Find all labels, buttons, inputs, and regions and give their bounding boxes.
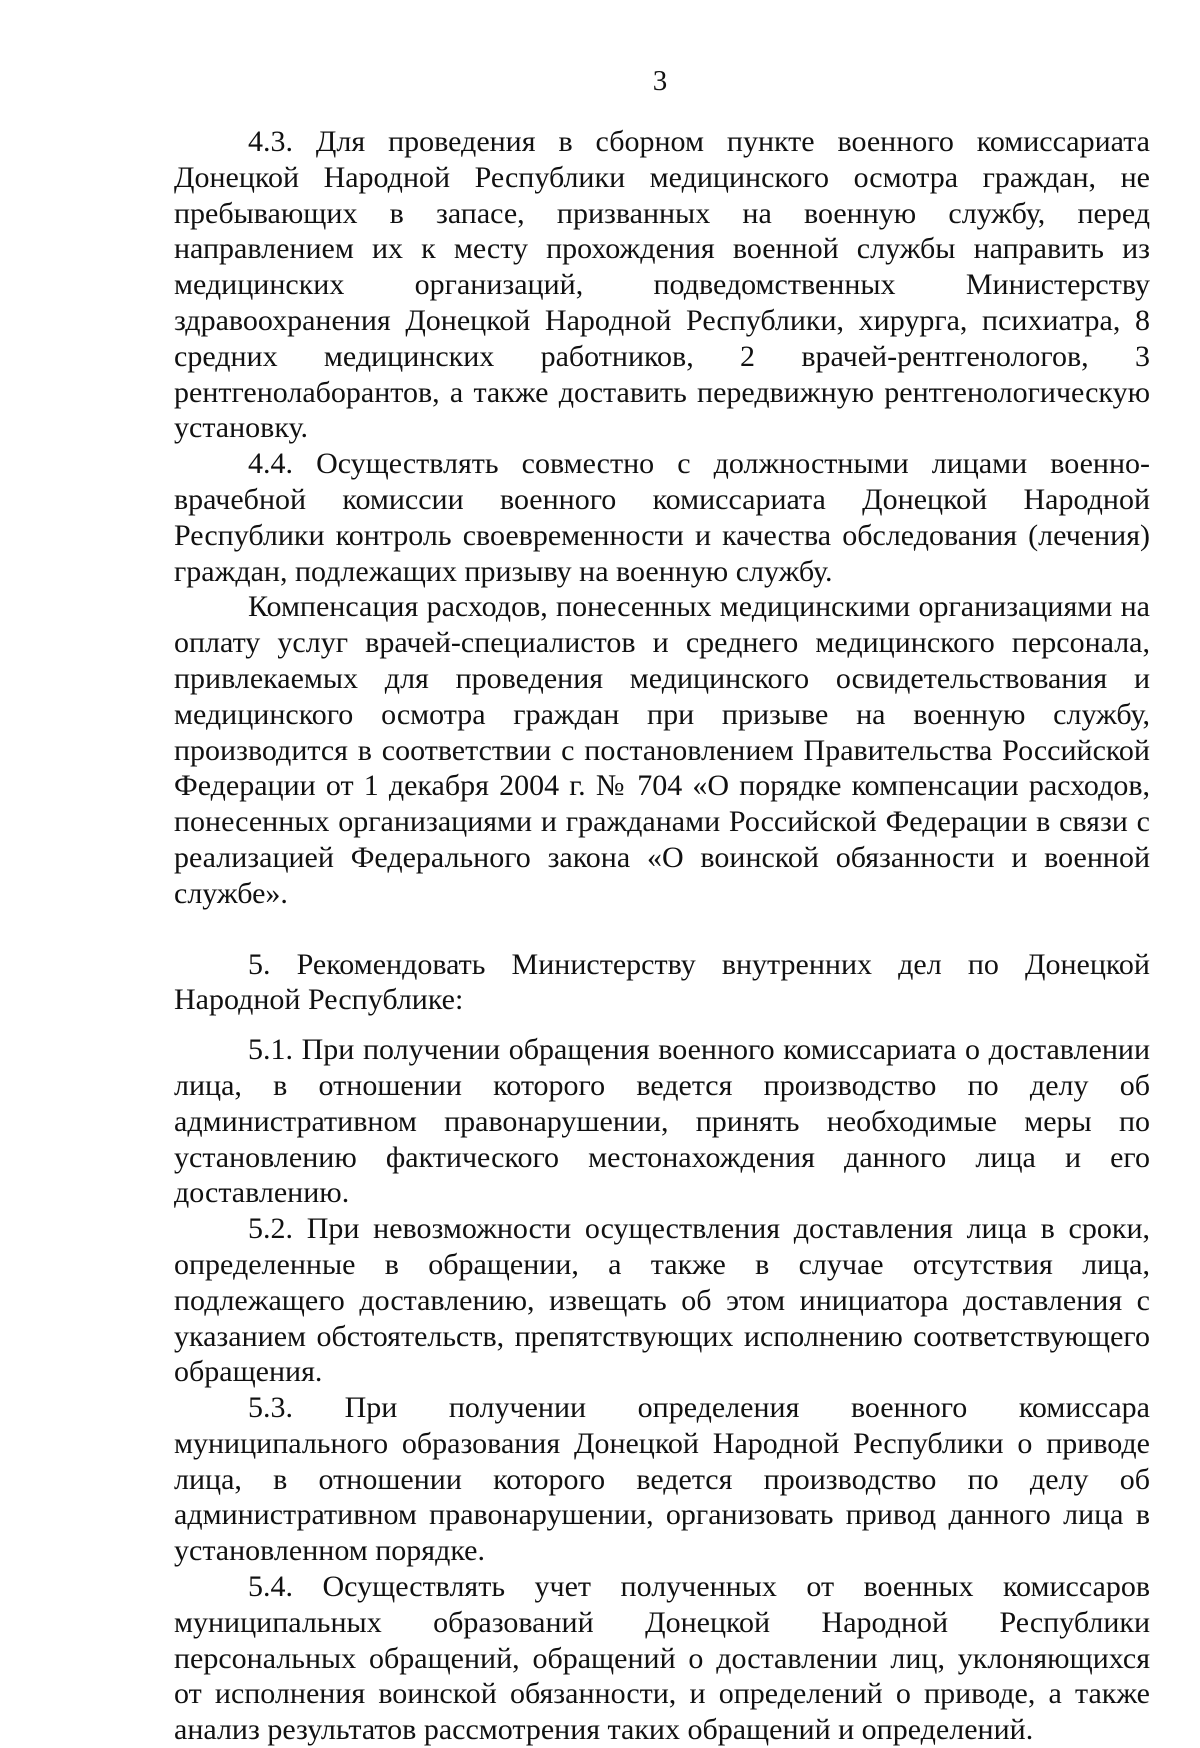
section-gap: [174, 1018, 1150, 1032]
document-body: [174, 124, 1150, 1748]
paragraph-5-2: 5.2. При невозможности осуществления доставления лица в сроки, определенные в обращении, а также в случае отсутствия лица, подлежащего доставлению, извещать об этом инициатора доставления с указанием обстоятельств, препятствующих исполнению соответствующего обращения.: [174, 1212, 1150, 1389]
paragraph-4-4: 4.4. Осуществлять совместно с должностными лицами военно-врачебной комиссии военного комиссариата Донецкой Народной Республики контроль своевременности и качества обследования (лечения) граждан, подлежащих призыву на военную службу.: [174, 447, 1150, 588]
paragraph-5: 5. Рекомендовать Министерству внутренних дел по Донецкой Народной Республике:: [174, 947, 1150, 1017]
paragraph-5-3: 5.3. При получении определения военного комиссара муниципального образования Донецкой Народной Республики о приводе лица, в отношении которого ведется производство по делу об административном правонарушении, организовать привод данного лица в установленном порядке.: [174, 1391, 1150, 1568]
section-gap: [174, 912, 1150, 947]
paragraph-5-4: 5.4. Осуществлять учет полученных от военных комиссаров муниципальных образований Донецкой Народной Республики персональных обращений, обращений о доставлении лиц, уклоняющихся от исполнения воинской обязанности, и определений о приводе, а также анализ результатов рассмотрения таких обращений и определений.: [174, 1570, 1150, 1747]
paragraph-4-3: 4.3. Для проведения в сборном пункте военного комиссариата Донецкой Народной Республики медицинского осмотра граждан, не пребывающих в запасе, призванных на военную службу, перед направлением их к месту прохождения военной службы направить из медицинских организаций, подведомственных Министерству здравоохранения Донецкой Народной Республики, хирурга, психиатра, 8 средних медицинских работников, 2 врачей-рентгенологов, 3 рентгенолаборантов, а также доставить передвижную рентгенологическую установку.: [174, 125, 1150, 445]
page-number: 3: [652, 65, 668, 97]
paragraph-5-1: 5.1. При получении обращения военного комиссариата о доставлении лица, в отношении которого ведется производство по делу об административном правонарушении, принять необходимые меры по установлению фактического местонахождения данного лица и его доставлению.: [174, 1033, 1150, 1210]
paragraph-compensation: Компенсация расходов, понесенных медицинскими организациями на оплату услуг врачей-специалистов и среднего медицинского персонала, привлекаемых для проведения медицинского освидетельствования и медицинского осмотра граждан при призыве на военную службу, производится в соответствии с постановлением Правительства Российской Федерации от 1 декабря 2004 г. № 704 «О порядке компенсации расходов, понесенных организациями и гражданами Российской Федерации в связи с реализацией Федерального закона «О воинской обязанности и военной службе».: [174, 590, 1150, 910]
